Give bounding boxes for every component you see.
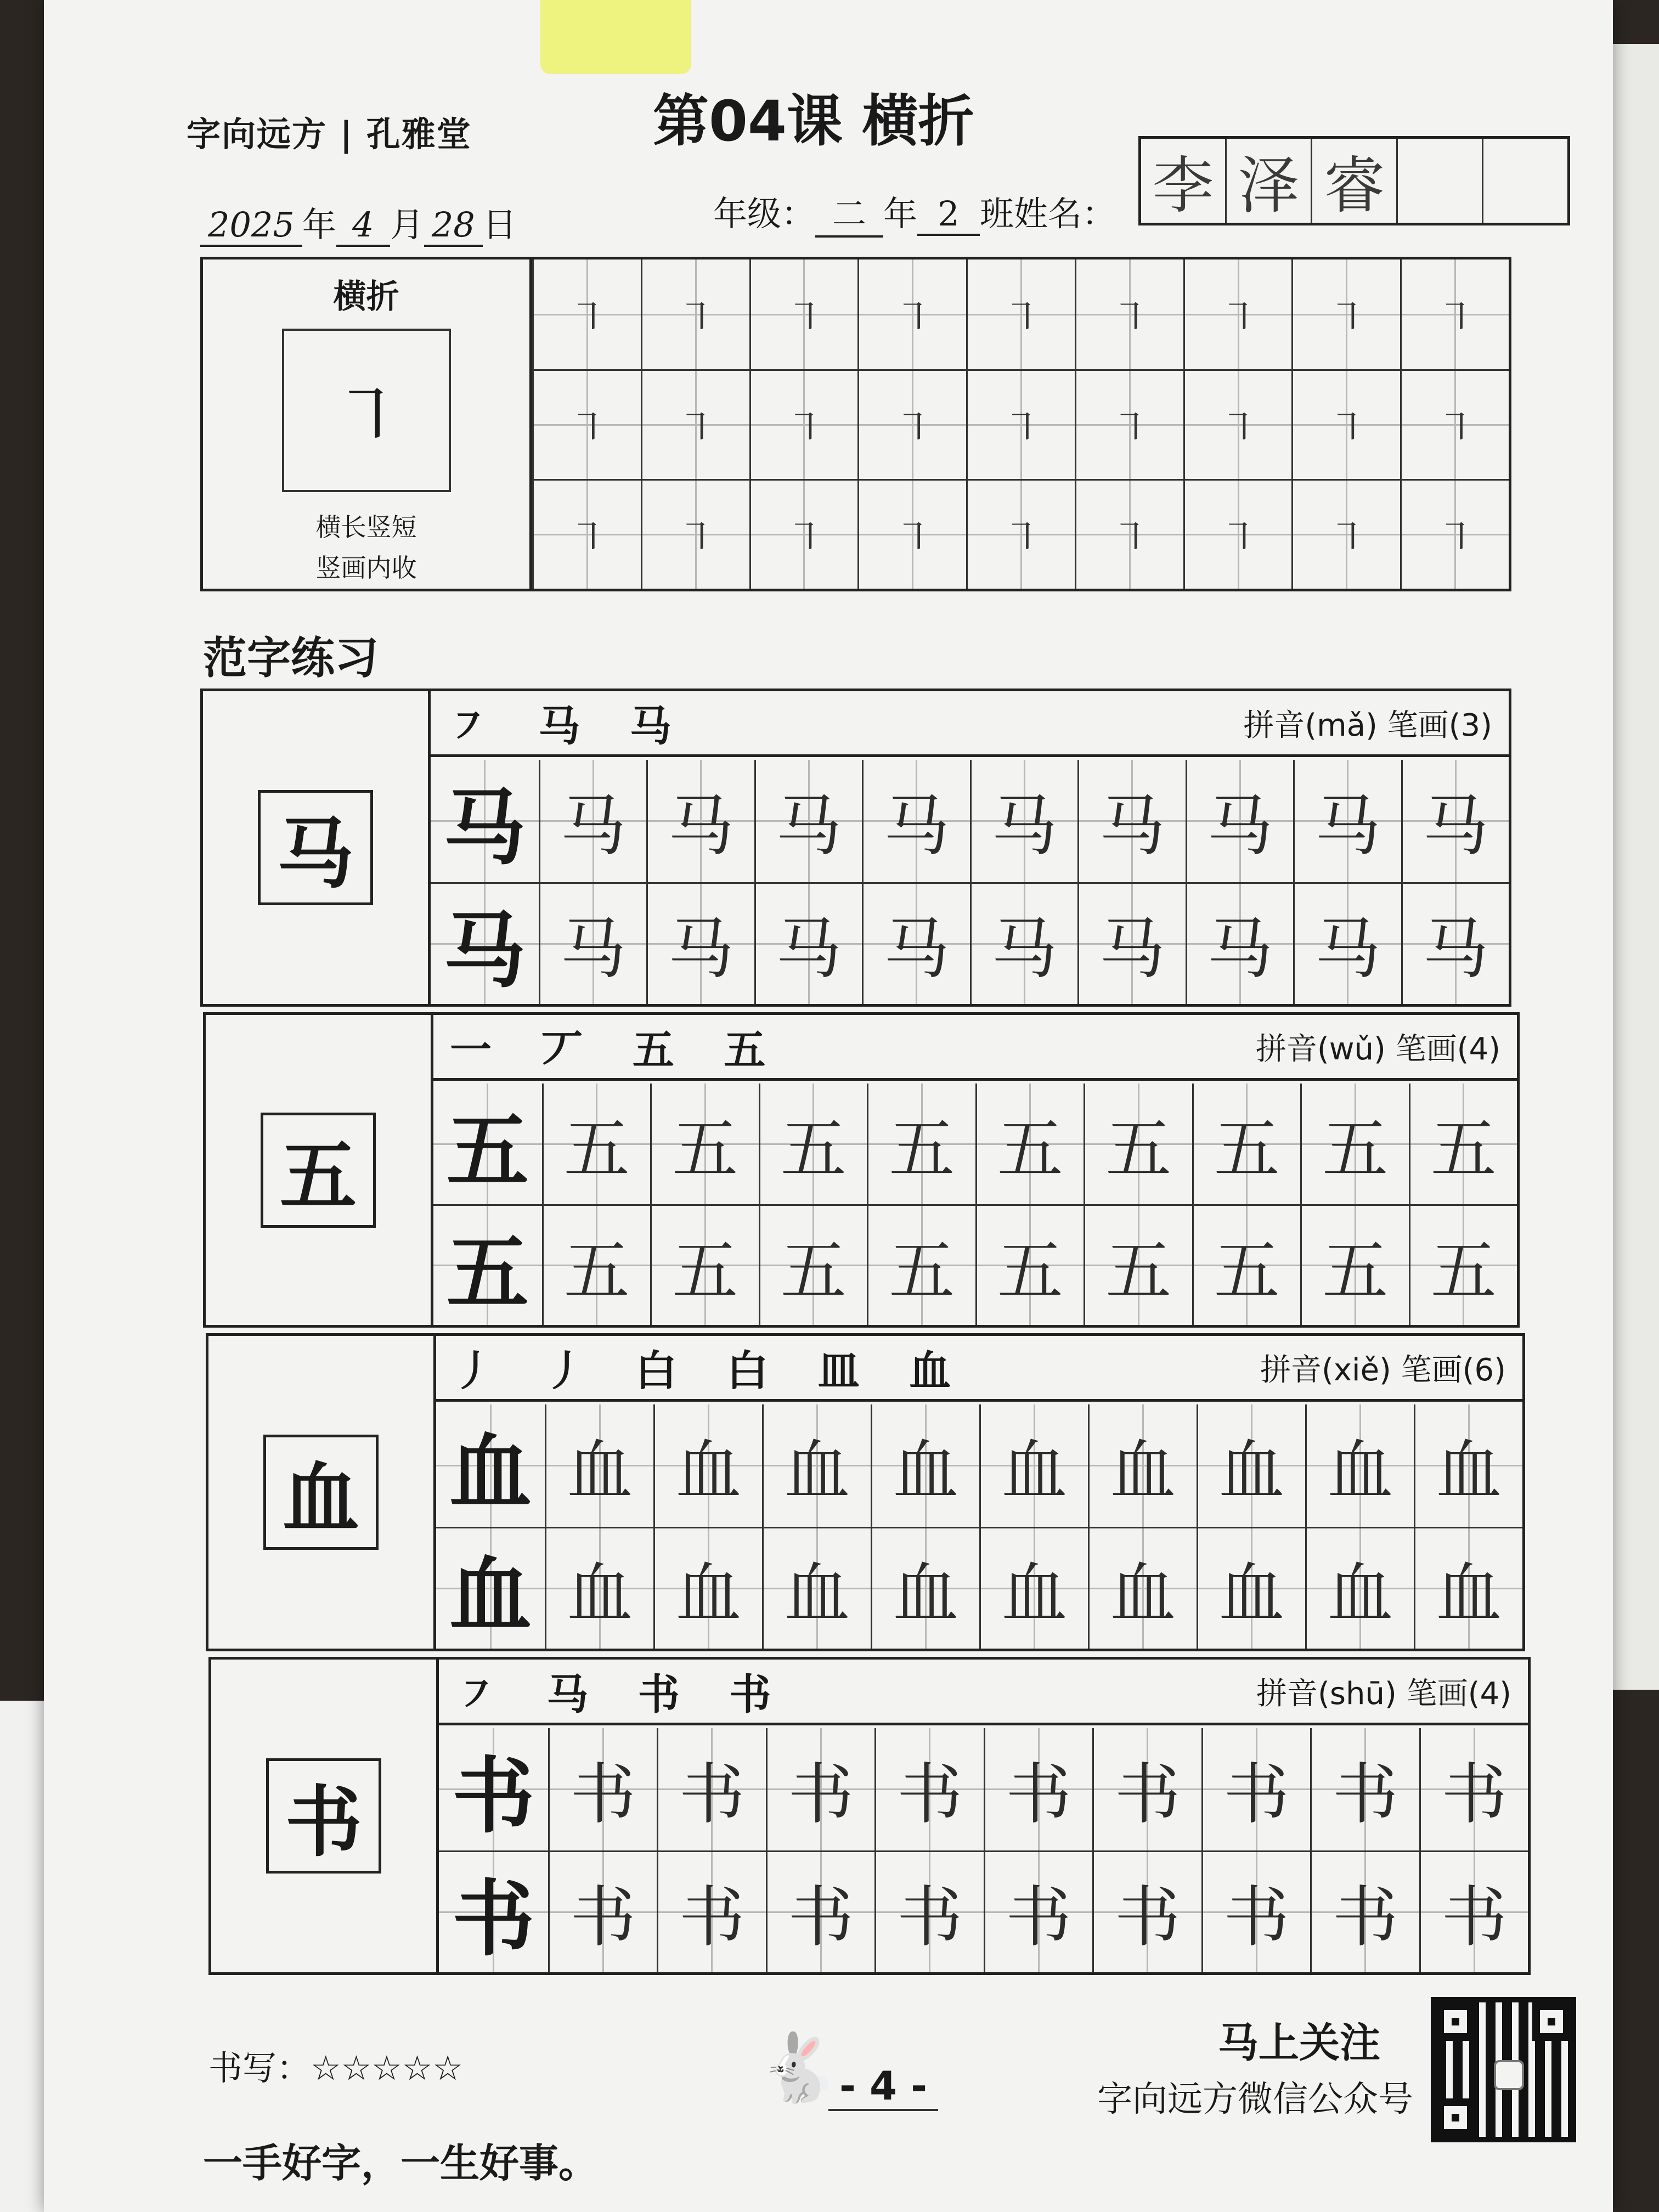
handwritten-character: 血 bbox=[567, 1433, 633, 1510]
character-card bbox=[203, 1012, 1520, 1328]
handwritten-character: 书 bbox=[1441, 1880, 1508, 1956]
practice-character-cell bbox=[754, 882, 862, 1005]
class-label: 班 bbox=[980, 194, 1014, 234]
stroke-order: 一 丆 五 五 bbox=[450, 1025, 783, 1074]
handwritten-character: 马 bbox=[1099, 788, 1165, 865]
practice-character-cell bbox=[871, 1404, 979, 1527]
stroke-glyph: ㇕ bbox=[1219, 295, 1258, 340]
handwritten-character: 血 bbox=[893, 1556, 959, 1633]
handwritten-character: 书 bbox=[679, 1880, 745, 1956]
handwritten-character: 马 bbox=[883, 788, 950, 865]
stroke-practice-cell bbox=[857, 259, 966, 369]
qr-eye bbox=[1532, 2002, 1571, 2041]
practice-character-cell bbox=[867, 1084, 975, 1204]
handwritten-character: 五 bbox=[1430, 1111, 1497, 1188]
stroke-glyph: ㇕ bbox=[676, 405, 715, 450]
stroke-glyph: ㇕ bbox=[1436, 405, 1475, 450]
handwritten-character: 血 bbox=[1436, 1433, 1502, 1510]
character-header bbox=[436, 1336, 1522, 1402]
stroke-hint-2: 竖画内收 bbox=[315, 553, 417, 583]
year-label: 年 bbox=[302, 205, 336, 245]
handwritten-character: 马 bbox=[668, 788, 734, 865]
practice-character-cell bbox=[1305, 1404, 1414, 1527]
handwritten-character: 血 bbox=[675, 1556, 742, 1633]
stroke-practice-cell bbox=[1291, 369, 1400, 479]
practice-character-cell bbox=[970, 882, 1078, 1005]
handwritten-character: 血 bbox=[893, 1433, 959, 1510]
handwritten-character: 五 bbox=[1322, 1233, 1389, 1310]
practice-character-cell bbox=[1300, 1204, 1409, 1325]
handwritten-character: 血 bbox=[784, 1433, 850, 1510]
practice-character-cell bbox=[1293, 760, 1401, 882]
character-display bbox=[206, 1015, 433, 1325]
practice-character-cell bbox=[1077, 760, 1186, 882]
stroke-practice-cell bbox=[1183, 479, 1292, 589]
stroke-practice-cell bbox=[749, 479, 858, 589]
handwritten-character: 血 bbox=[1001, 1556, 1068, 1633]
stroke-practice-cell bbox=[532, 259, 641, 369]
stroke-practice-cell bbox=[966, 479, 1075, 589]
practice-character-cell bbox=[1192, 1204, 1301, 1325]
practice-character-cell bbox=[646, 760, 754, 882]
stroke-order: ㇇ 马 马 bbox=[447, 702, 689, 751]
qr-eye bbox=[1436, 2002, 1475, 2041]
handwritten-character: 五 bbox=[672, 1111, 738, 1188]
stroke-glyph: ㇕ bbox=[1219, 515, 1258, 560]
handwritten-character: 书 bbox=[896, 1757, 963, 1833]
date-line bbox=[200, 198, 517, 247]
handwritten-character: 血 bbox=[1327, 1433, 1393, 1510]
name-char-4 bbox=[1398, 139, 1483, 223]
character-model-box: 马 bbox=[258, 790, 373, 905]
rabbit-icon: 🐇 bbox=[757, 2030, 839, 2106]
character-card bbox=[206, 1333, 1525, 1651]
practice-character-cell bbox=[1084, 1204, 1192, 1325]
follow-subtitle: 字向远方微信公众号 bbox=[1097, 2079, 1413, 2120]
handwritten-character: 五 bbox=[997, 1233, 1063, 1310]
stroke-practice-cell bbox=[641, 479, 749, 589]
stroke-practice-cell bbox=[641, 369, 749, 479]
model-character: 五 bbox=[446, 1103, 529, 1199]
character-practice-grid bbox=[439, 1728, 1528, 1972]
practice-character-cell bbox=[1197, 1404, 1305, 1527]
handwritten-character: 五 bbox=[889, 1233, 955, 1310]
practice-character-cell bbox=[1409, 1204, 1517, 1325]
handwritten-character: 五 bbox=[780, 1233, 847, 1310]
handwritten-character: 马 bbox=[1314, 788, 1381, 865]
character-practice-grid bbox=[436, 1404, 1522, 1649]
model-character: 马 bbox=[443, 780, 526, 877]
stroke-glyph: ㇕ bbox=[1110, 405, 1149, 450]
model-character: 马 bbox=[443, 902, 526, 1000]
model-character-cell bbox=[433, 1204, 542, 1325]
stroke-practice-cell bbox=[1183, 369, 1292, 479]
practice-character-cell bbox=[548, 1728, 657, 1850]
model-character: 血 bbox=[449, 1424, 532, 1521]
character-header bbox=[439, 1660, 1528, 1725]
stroke-practice-cell bbox=[641, 259, 749, 369]
practice-character-cell bbox=[754, 760, 862, 882]
practice-character-cell bbox=[759, 1204, 867, 1325]
class-value: 2 bbox=[917, 194, 980, 236]
handwritten-character: 血 bbox=[1327, 1556, 1393, 1633]
handwritten-character: 马 bbox=[991, 788, 1058, 865]
model-character: 五 bbox=[446, 1224, 529, 1321]
practice-character-cell bbox=[657, 1728, 766, 1850]
stroke-practice-cell bbox=[1183, 259, 1292, 369]
practice-character-cell bbox=[867, 1204, 975, 1325]
handwritten-character: 书 bbox=[679, 1757, 745, 1833]
model-character: 书 bbox=[452, 1748, 535, 1845]
model-character: 血 bbox=[449, 1547, 532, 1644]
stroke-glyph: ㇕ bbox=[1110, 295, 1149, 340]
stroke-panel-intro bbox=[203, 259, 532, 589]
stroke-practice-cell bbox=[1075, 479, 1183, 589]
practice-character-cell bbox=[762, 1527, 871, 1649]
pinyin-stroke-count: 拼音(wǔ) 笔画(4) bbox=[1255, 1031, 1500, 1067]
lesson-title: 第04课 横折 bbox=[653, 89, 974, 154]
handwritten-character: 血 bbox=[567, 1556, 633, 1633]
handwritten-character: 书 bbox=[1332, 1880, 1398, 1956]
practice-character-cell bbox=[1310, 1728, 1419, 1850]
stroke-glyph: ㇕ bbox=[1002, 515, 1041, 560]
practice-character-cell bbox=[657, 1850, 766, 1973]
stroke-glyph: ㇕ bbox=[676, 515, 715, 560]
stroke-diagram-glyph: ㇕ bbox=[330, 374, 402, 458]
stroke-practice-cell bbox=[966, 259, 1075, 369]
handwritten-character: 书 bbox=[1114, 1880, 1181, 1956]
practice-character-cell bbox=[1186, 760, 1294, 882]
date-day: 28 bbox=[424, 205, 483, 247]
handwritten-character: 书 bbox=[1223, 1880, 1290, 1956]
practice-character-cell bbox=[975, 1084, 1084, 1204]
handwritten-character: 血 bbox=[675, 1433, 742, 1510]
stroke-glyph: ㇕ bbox=[1327, 515, 1366, 560]
stroke-name: 横折 bbox=[333, 278, 399, 316]
practice-character-cell bbox=[542, 1204, 651, 1325]
stroke-practice-cell bbox=[1075, 259, 1183, 369]
handwritten-character: 血 bbox=[1436, 1556, 1502, 1633]
character-model-box: 血 bbox=[263, 1435, 379, 1550]
handwritten-character: 马 bbox=[1099, 911, 1165, 988]
practice-character-cell bbox=[1197, 1527, 1305, 1649]
name-label: 姓名： bbox=[1014, 194, 1116, 234]
stroke-practice-cell bbox=[1400, 369, 1509, 479]
handwritten-character: 马 bbox=[991, 911, 1058, 988]
practice-character-cell bbox=[1201, 1850, 1311, 1973]
character-display bbox=[208, 1336, 436, 1649]
model-character-cell bbox=[439, 1850, 548, 1973]
practice-character-cell bbox=[1092, 1850, 1201, 1973]
stroke-glyph: ㇕ bbox=[1110, 515, 1149, 560]
practice-character-cell bbox=[1419, 1850, 1528, 1973]
handwritten-character: 马 bbox=[560, 911, 627, 988]
date-year: 2025 bbox=[200, 205, 302, 247]
handwritten-character: 马 bbox=[1423, 911, 1489, 988]
handwritten-character: 血 bbox=[1110, 1556, 1176, 1633]
stroke-glyph: ㇕ bbox=[1436, 295, 1475, 340]
name-char-3: 睿 bbox=[1312, 139, 1398, 223]
practice-character-cell bbox=[539, 882, 647, 1005]
character-model-box: 书 bbox=[266, 1758, 381, 1874]
handwritten-character: 五 bbox=[563, 1111, 630, 1188]
stroke-glyph: ㇕ bbox=[785, 515, 823, 560]
handwritten-character: 马 bbox=[668, 911, 734, 988]
handwritten-character: 五 bbox=[1322, 1111, 1389, 1188]
practice-character-cell bbox=[548, 1850, 657, 1973]
handwritten-character: 书 bbox=[570, 1880, 636, 1956]
practice-character-cell bbox=[542, 1084, 651, 1204]
model-character-cell bbox=[436, 1527, 545, 1649]
handwritten-character: 马 bbox=[1207, 911, 1273, 988]
stroke-order: ㇇ 马 书 书 bbox=[455, 1670, 789, 1719]
stroke-practice-cell bbox=[532, 369, 641, 479]
handwritten-character: 书 bbox=[896, 1880, 963, 1956]
qr-eye bbox=[1436, 2098, 1475, 2137]
character-card bbox=[200, 689, 1511, 1007]
practice-section-title: 范字练习 bbox=[203, 633, 379, 684]
character-practice-grid bbox=[433, 1084, 1517, 1325]
practice-character-cell bbox=[862, 760, 970, 882]
name-char-5 bbox=[1483, 139, 1567, 223]
practice-character-cell bbox=[984, 1850, 1093, 1973]
stroke-glyph: ㇕ bbox=[785, 405, 823, 450]
stroke-practice-grid bbox=[532, 259, 1509, 589]
practice-character-cell bbox=[1305, 1527, 1414, 1649]
writing-rating: 书写：☆☆☆☆☆ bbox=[208, 2048, 463, 2088]
practice-character-cell bbox=[539, 760, 647, 882]
practice-character-cell bbox=[1310, 1850, 1419, 1973]
practice-character-cell bbox=[979, 1527, 1088, 1649]
practice-character-cell bbox=[1201, 1728, 1311, 1850]
character-display bbox=[203, 691, 431, 1004]
stroke-glyph: ㇕ bbox=[1436, 515, 1475, 560]
handwritten-character: 马 bbox=[883, 911, 950, 988]
stroke-glyph: ㇕ bbox=[893, 515, 932, 560]
model-character: 书 bbox=[452, 1871, 535, 1968]
handwritten-character: 书 bbox=[788, 1880, 854, 1956]
follow-title: 马上关注 bbox=[1218, 2019, 1380, 2067]
month-label: 月 bbox=[390, 205, 424, 245]
handwritten-character: 血 bbox=[1218, 1556, 1285, 1633]
practice-character-cell bbox=[1293, 882, 1401, 1005]
handwritten-character: 书 bbox=[1223, 1757, 1290, 1833]
stroke-order: 丿 丿 白 白 皿 血 bbox=[453, 1346, 969, 1395]
model-character-cell bbox=[436, 1404, 545, 1527]
date-month: 4 bbox=[336, 205, 390, 247]
handwritten-character: 书 bbox=[1006, 1757, 1072, 1833]
character-header bbox=[431, 691, 1509, 757]
stroke-glyph: ㇕ bbox=[568, 295, 607, 340]
page-number: - 4 - bbox=[828, 2063, 938, 2111]
practice-character-cell bbox=[862, 882, 970, 1005]
practice-character-cell bbox=[650, 1084, 759, 1204]
stroke-practice-cell bbox=[1400, 259, 1509, 369]
name-char-1: 李 bbox=[1141, 139, 1227, 223]
stroke-panel bbox=[200, 257, 1511, 591]
handwritten-character: 马 bbox=[776, 788, 842, 865]
practice-character-cell bbox=[1192, 1084, 1301, 1204]
practice-character-cell bbox=[759, 1084, 867, 1204]
handwritten-character: 马 bbox=[776, 911, 842, 988]
worksheet-paper bbox=[44, 0, 1613, 2212]
practice-character-cell bbox=[766, 1728, 875, 1850]
handwritten-character: 书 bbox=[570, 1757, 636, 1833]
handwritten-character: 五 bbox=[1105, 1233, 1172, 1310]
student-info bbox=[713, 187, 1116, 238]
handwritten-character: 书 bbox=[1006, 1880, 1072, 1956]
stroke-practice-cell bbox=[857, 479, 966, 589]
practice-character-cell bbox=[1300, 1084, 1409, 1204]
practice-character-cell bbox=[1401, 882, 1509, 1005]
qr-logo bbox=[1494, 2060, 1524, 2090]
handwritten-character: 书 bbox=[1441, 1757, 1508, 1833]
handwritten-character: 书 bbox=[788, 1757, 854, 1833]
stroke-glyph: ㇕ bbox=[1002, 405, 1041, 450]
pinyin-stroke-count: 拼音(mǎ) 笔画(3) bbox=[1243, 707, 1492, 743]
handwritten-character: 五 bbox=[1214, 1233, 1280, 1310]
practice-character-cell bbox=[766, 1850, 875, 1973]
pinyin-stroke-count: 拼音(xiě) 笔画(6) bbox=[1260, 1352, 1506, 1388]
handwritten-character: 血 bbox=[1218, 1433, 1285, 1510]
qr-code-icon bbox=[1431, 1997, 1576, 2142]
practice-character-cell bbox=[874, 1728, 984, 1850]
motto: 一手好字，一生好事。 bbox=[203, 2140, 599, 2186]
model-character-cell bbox=[431, 760, 539, 882]
practice-character-cell bbox=[1077, 882, 1186, 1005]
model-character-cell bbox=[431, 882, 539, 1005]
practice-character-cell bbox=[1409, 1084, 1517, 1204]
practice-character-cell bbox=[874, 1850, 984, 1973]
stroke-practice-cell bbox=[1400, 479, 1509, 589]
stroke-practice-cell bbox=[1291, 479, 1400, 589]
stroke-glyph: ㇕ bbox=[893, 405, 932, 450]
practice-character-cell bbox=[1186, 882, 1294, 1005]
handwritten-character: 五 bbox=[1430, 1233, 1497, 1310]
handwritten-character: 五 bbox=[563, 1233, 630, 1310]
handwritten-character: 五 bbox=[1214, 1111, 1280, 1188]
handwritten-character: 书 bbox=[1114, 1757, 1181, 1833]
practice-character-cell bbox=[762, 1404, 871, 1527]
practice-character-cell bbox=[970, 760, 1078, 882]
practice-character-cell bbox=[653, 1527, 762, 1649]
practice-character-cell bbox=[650, 1204, 759, 1325]
name-char-2: 泽 bbox=[1227, 139, 1312, 223]
stroke-practice-cell bbox=[857, 369, 966, 479]
practice-character-cell bbox=[1088, 1404, 1197, 1527]
stroke-glyph: ㇕ bbox=[1327, 295, 1366, 340]
handwritten-character: 书 bbox=[1332, 1757, 1398, 1833]
character-display bbox=[211, 1660, 439, 1972]
practice-character-cell bbox=[1088, 1527, 1197, 1649]
character-model-box: 五 bbox=[261, 1113, 376, 1228]
handwritten-character: 五 bbox=[997, 1111, 1063, 1188]
character-card bbox=[208, 1657, 1531, 1975]
stroke-practice-cell bbox=[1075, 369, 1183, 479]
stroke-glyph: ㇕ bbox=[1002, 295, 1041, 340]
stroke-glyph: ㇕ bbox=[568, 515, 607, 560]
practice-character-cell bbox=[1401, 760, 1509, 882]
stroke-glyph: ㇕ bbox=[1327, 405, 1366, 450]
handwritten-character: 马 bbox=[560, 788, 627, 865]
practice-character-cell bbox=[545, 1404, 653, 1527]
stroke-glyph: ㇕ bbox=[785, 295, 823, 340]
handwritten-character: 五 bbox=[1105, 1111, 1172, 1188]
practice-character-cell bbox=[1414, 1527, 1522, 1649]
handwritten-character: 马 bbox=[1314, 911, 1381, 988]
stroke-practice-cell bbox=[749, 259, 858, 369]
handwritten-character: 血 bbox=[1001, 1433, 1068, 1510]
practice-character-cell bbox=[975, 1204, 1084, 1325]
character-header bbox=[433, 1015, 1517, 1081]
handwritten-character: 血 bbox=[784, 1556, 850, 1633]
practice-character-cell bbox=[1414, 1404, 1522, 1527]
practice-character-cell bbox=[979, 1404, 1088, 1527]
practice-character-cell bbox=[1419, 1728, 1528, 1850]
brand-logo: 字向远方 | 孔雅堂 bbox=[187, 114, 472, 154]
stroke-practice-cell bbox=[1291, 259, 1400, 369]
model-character-cell bbox=[439, 1728, 548, 1850]
stroke-glyph: ㇕ bbox=[676, 295, 715, 340]
day-label: 日 bbox=[482, 205, 517, 245]
handwritten-character: 五 bbox=[672, 1233, 738, 1310]
practice-character-cell bbox=[545, 1527, 653, 1649]
stroke-practice-cell bbox=[749, 369, 858, 479]
practice-character-cell bbox=[1084, 1084, 1192, 1204]
stroke-glyph: ㇕ bbox=[893, 295, 932, 340]
handwritten-character: 五 bbox=[889, 1111, 955, 1188]
stroke-practice-cell bbox=[966, 369, 1075, 479]
stroke-glyph: ㇕ bbox=[568, 405, 607, 450]
stroke-hint-1: 横长竖短 bbox=[315, 512, 417, 542]
model-character-cell bbox=[433, 1084, 542, 1204]
handwritten-character: 马 bbox=[1207, 788, 1273, 865]
name-boxes bbox=[1138, 136, 1570, 225]
stroke-practice-cell bbox=[532, 479, 641, 589]
practice-character-cell bbox=[646, 882, 754, 1005]
grade-label: 年级： bbox=[713, 194, 816, 234]
yellow-clip bbox=[540, 0, 691, 74]
grade-suffix: 年 bbox=[883, 194, 918, 234]
stroke-glyph: ㇕ bbox=[1219, 405, 1258, 450]
stroke-diagram bbox=[282, 329, 451, 492]
grade-value: 二 bbox=[815, 187, 883, 238]
handwritten-character: 血 bbox=[1110, 1433, 1176, 1510]
handwritten-character: 马 bbox=[1423, 788, 1489, 865]
pinyin-stroke-count: 拼音(shū) 笔画(4) bbox=[1256, 1675, 1511, 1712]
character-practice-grid bbox=[431, 760, 1509, 1004]
practice-character-cell bbox=[871, 1527, 979, 1649]
handwritten-character: 五 bbox=[780, 1111, 847, 1188]
practice-character-cell bbox=[653, 1404, 762, 1527]
practice-character-cell bbox=[1092, 1728, 1201, 1850]
practice-character-cell bbox=[984, 1728, 1093, 1850]
